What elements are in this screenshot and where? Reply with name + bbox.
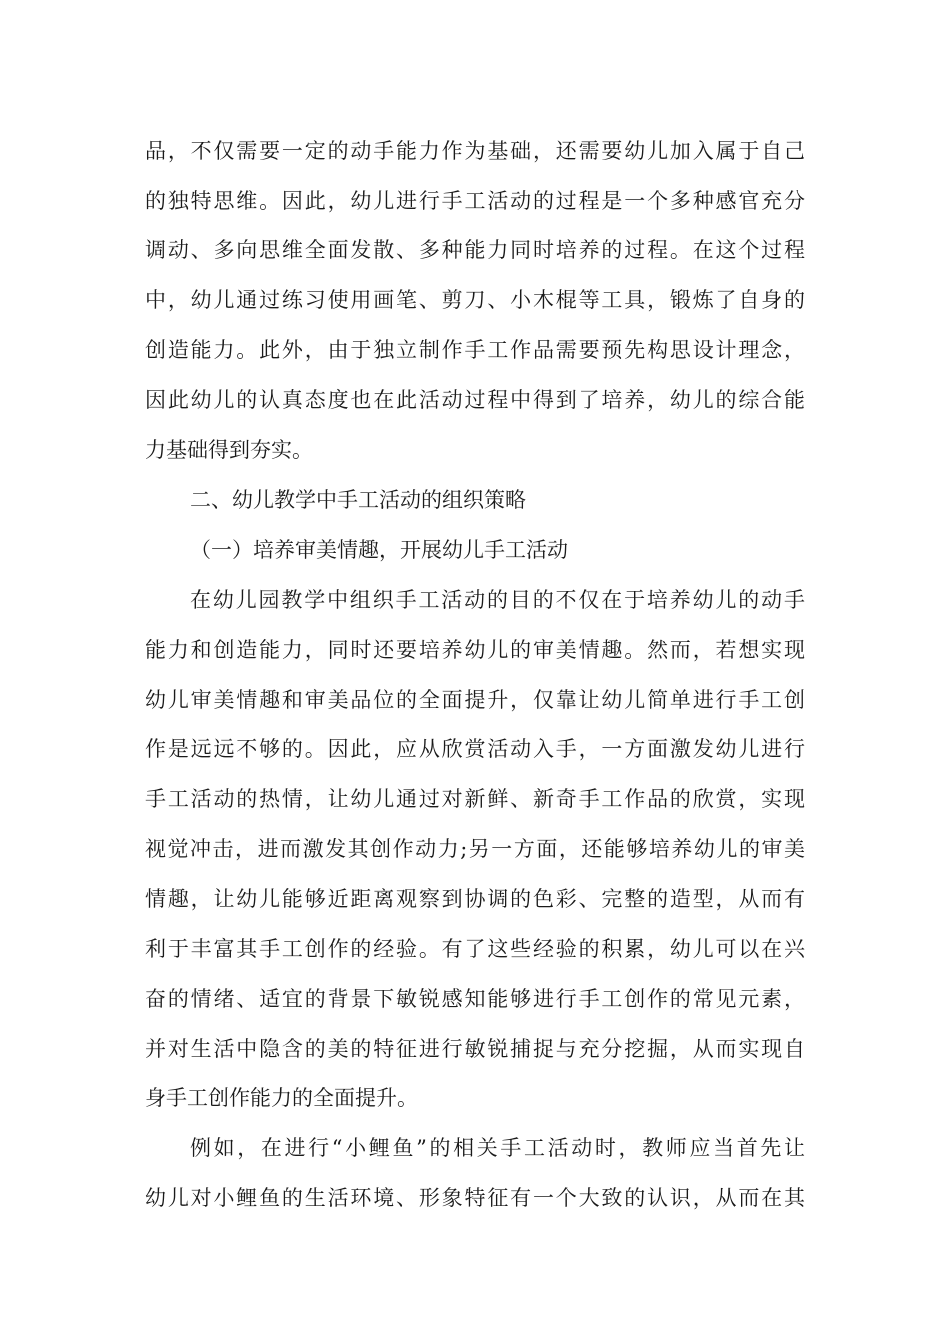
text-line: 创造能力。此外，由于独立制作手工作品需要预先构思设计理念， bbox=[145, 338, 805, 362]
text-line: 身手工创作能力的全面提升。 bbox=[145, 1086, 418, 1110]
text-line: 的独特思维。因此，幼儿进行手工活动的过程是一个多种感官充分 bbox=[145, 189, 805, 213]
text-line: 手工活动的热情，让幼儿通过对新鲜、新奇手工作品的欣赏，实现 bbox=[145, 787, 805, 811]
section-heading: 二、幼儿教学中手工活动的组织策略 bbox=[190, 488, 526, 512]
text-line: 中，幼儿通过练习使用画笔、剪刀、小木棍等工具，锻炼了自身的 bbox=[145, 288, 805, 312]
text-line: 幼儿对小鲤鱼的生活环境、形象特征有一个大致的认识，从而在其 bbox=[145, 1186, 805, 1210]
text-line: 调动、多向思维全面发散、多种能力同时培养的过程。在这个过程 bbox=[145, 238, 805, 262]
text-line: 奋的情绪、适宜的背景下敏锐感知能够进行手工创作的常见元素， bbox=[145, 987, 805, 1011]
text-line: 力基础得到夯实。 bbox=[145, 438, 313, 462]
text-line: 利于丰富其手工创作的经验。有了这些经验的积累，幼儿可以在兴 bbox=[145, 937, 805, 961]
text-line: 并对生活中隐含的美的特征进行敏锐捕捉与充分挖掘，从而实现自 bbox=[145, 1037, 805, 1061]
text-line: 作是远远不够的。因此，应从欣赏活动入手，一方面激发幼儿进行 bbox=[145, 737, 805, 761]
text-line: 幼儿审美情趣和审美品位的全面提升，仅靠让幼儿简单进行手工创 bbox=[145, 688, 805, 712]
text-line: 视觉冲击，进而激发其创作动力;另一方面，还能够培养幼儿的审美 bbox=[145, 837, 805, 861]
subsection-heading: （一）培养审美情趣，开展幼儿手工活动 bbox=[190, 538, 568, 562]
text-line: 在幼儿园教学中组织手工活动的目的不仅在于培养幼儿的动手 bbox=[190, 588, 805, 612]
text-line: 情趣，让幼儿能够近距离观察到协调的色彩、完整的造型，从而有 bbox=[145, 887, 805, 911]
text-line: 因此幼儿的认真态度也在此活动过程中得到了培养，幼儿的综合能 bbox=[145, 388, 805, 412]
text-line: 能力和创造能力，同时还要培养幼儿的审美情趣。然而，若想实现 bbox=[145, 638, 805, 662]
text-line: 品，不仅需要一定的动手能力作为基础，还需要幼儿加入属于自己 bbox=[145, 139, 805, 163]
text-line: 例如，在进行“小鲤鱼”的相关手工活动时，教师应当首先让 bbox=[190, 1136, 805, 1160]
